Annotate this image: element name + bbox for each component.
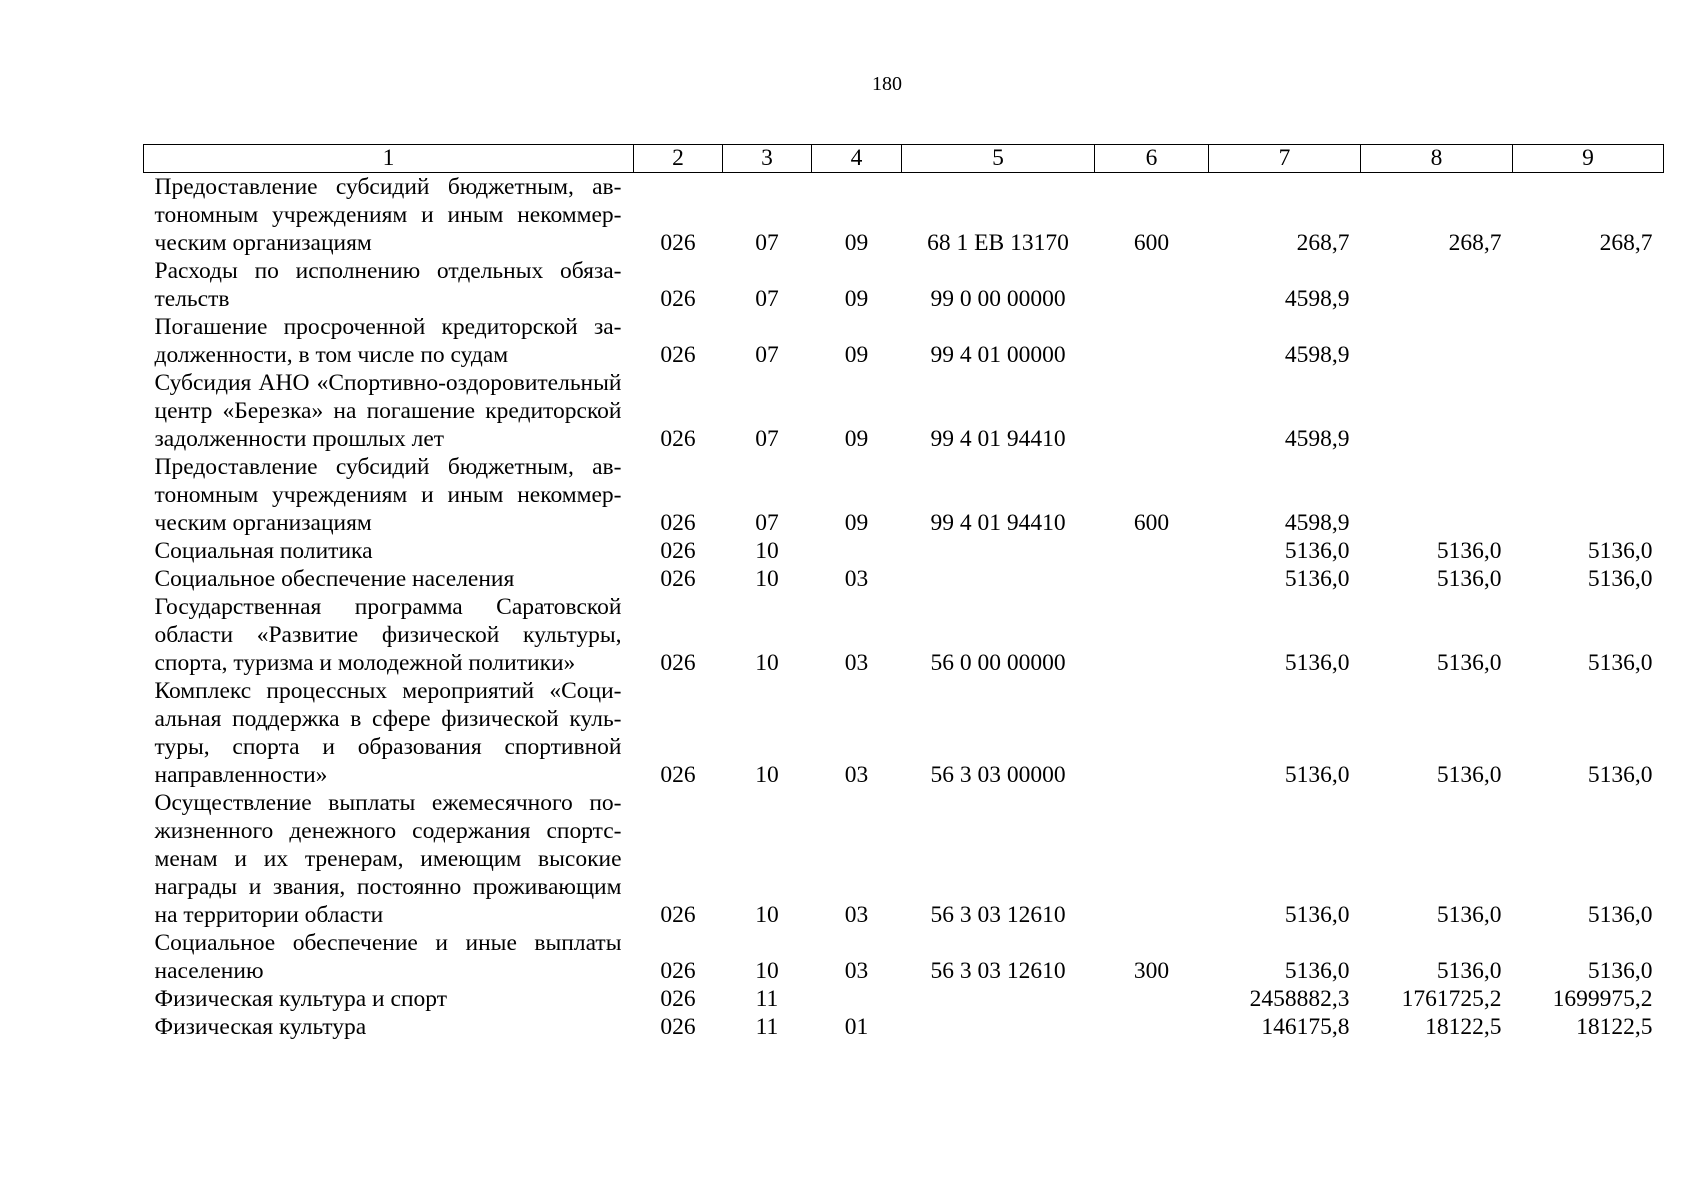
row-code-target [902, 537, 1095, 565]
row-code-admin: 026 [660, 650, 696, 676]
row-code-subsection: 03 [844, 762, 869, 788]
row-code-section: 11 [755, 1014, 779, 1040]
table-row [144, 453, 1664, 537]
row-value-col-8: 268,7 [1448, 230, 1502, 256]
row-code-section: 11 [755, 986, 779, 1012]
row-value-col-9: 5136,0 [1587, 958, 1653, 984]
row-name: Комплекс процессных мероприятий «Социальная поддержка в сфере физической культуры, спорта и образования спортивной направленности» [154, 678, 622, 788]
table-row [144, 789, 1664, 929]
row-code-section: 07 [755, 286, 779, 312]
row-code-subsection: 03 [844, 650, 869, 676]
row-name: Государственная программа Саратовской области «Развитие физической культуры, спорта, туризма и молодежной политики» [154, 594, 622, 676]
row-value-col-7: 5136,0 [1284, 762, 1350, 788]
row-code-target [902, 1013, 1095, 1041]
row-code-section: 10 [755, 650, 779, 676]
row-value-col-9: 5136,0 [1587, 650, 1653, 676]
row-value-col-9: 5136,0 [1587, 566, 1653, 592]
row-code-admin: 026 [660, 286, 696, 312]
row-value-col-9: 1699975,2 [1552, 986, 1653, 1012]
row-value-col-8: 1761725,2 [1401, 986, 1502, 1012]
header-col-9: 9 [1513, 145, 1664, 173]
row-value-col-7: 4598,9 [1284, 342, 1350, 368]
row-code-section: 07 [755, 510, 779, 536]
row-code-subsection: 09 [844, 510, 869, 536]
row-code-admin: 026 [660, 538, 696, 564]
row-code-target: 99 4 01 00000 [930, 342, 1066, 368]
row-code-admin: 026 [660, 986, 696, 1012]
row-code-section: 10 [755, 566, 779, 592]
row-code-section: 10 [755, 902, 779, 928]
header-col-8: 8 [1361, 145, 1513, 173]
row-code-expense-type: 600 [1133, 230, 1170, 256]
row-code-target: 56 3 03 00000 [930, 762, 1066, 788]
row-code-target: 56 3 03 12610 [930, 958, 1066, 984]
row-code-expense-type: 600 [1133, 510, 1170, 536]
row-name: Физическая культура и спорт [154, 986, 447, 1012]
row-code-target: 99 4 01 94410 [930, 510, 1066, 536]
table-row [144, 593, 1664, 677]
table-row [144, 313, 1664, 369]
row-value-col-9 [1513, 453, 1664, 537]
table-row [144, 985, 1664, 1013]
row-value-col-8: 5136,0 [1436, 650, 1502, 676]
table-row [144, 369, 1664, 453]
row-code-expense-type [1095, 593, 1209, 677]
row-code-admin: 026 [660, 902, 696, 928]
table-row [144, 173, 1664, 258]
row-value-col-7: 4598,9 [1284, 426, 1350, 452]
row-value-col-8 [1361, 369, 1513, 453]
row-code-section: 07 [755, 230, 779, 256]
row-value-col-9 [1513, 257, 1664, 313]
row-name: Осуществление выплаты ежемесячного пожизненного денежного содержания спортсменам и их тренерам, имеющим высокие награды и звания, постоянно проживающим на территории области [154, 790, 622, 928]
row-code-expense-type [1095, 313, 1209, 369]
row-code-subsection: 03 [844, 958, 869, 984]
row-code-subsection: 09 [844, 230, 869, 256]
row-code-expense-type [1095, 257, 1209, 313]
table-row [144, 257, 1664, 313]
row-code-target: 68 1 EB 13170 [927, 230, 1069, 256]
row-value-col-7: 146175,8 [1261, 1014, 1350, 1040]
row-value-col-8 [1361, 453, 1513, 537]
page-number: 180 [872, 73, 902, 95]
row-code-section: 07 [755, 342, 779, 368]
row-name: Социальное обеспечение населения [154, 566, 515, 592]
row-code-subsection: 09 [844, 426, 869, 452]
row-code-subsection [812, 985, 902, 1013]
row-value-col-8 [1361, 257, 1513, 313]
row-code-expense-type [1095, 369, 1209, 453]
header-col-1: 1 [144, 145, 634, 173]
row-value-col-7: 2458882,3 [1249, 986, 1350, 1012]
row-value-col-9: 268,7 [1599, 230, 1653, 256]
row-code-admin: 026 [660, 426, 696, 452]
table-row [144, 929, 1664, 985]
row-name: Социальное обеспечение и иные выплаты населению [154, 930, 622, 984]
row-name: Физическая культура [154, 1014, 367, 1040]
row-code-admin: 026 [660, 342, 696, 368]
header-col-6: 6 [1095, 145, 1209, 173]
row-code-target: 99 4 01 94410 [930, 426, 1066, 452]
header-col-4: 4 [812, 145, 902, 173]
row-value-col-7: 4598,9 [1284, 286, 1350, 312]
row-value-col-7: 4598,9 [1284, 510, 1350, 536]
row-code-subsection: 09 [844, 286, 869, 312]
header-col-7: 7 [1209, 145, 1361, 173]
row-value-col-7: 5136,0 [1284, 538, 1350, 564]
row-code-expense-type [1095, 537, 1209, 565]
row-code-admin: 026 [660, 510, 696, 536]
row-value-col-9: 5136,0 [1587, 902, 1653, 928]
row-value-col-9: 5136,0 [1587, 538, 1653, 564]
row-code-subsection: 03 [844, 902, 869, 928]
table-row [144, 565, 1664, 593]
row-value-col-8: 18122,5 [1425, 1014, 1502, 1040]
row-value-col-9 [1513, 369, 1664, 453]
table-body [144, 173, 1664, 1042]
header-col-3: 3 [723, 145, 812, 173]
row-code-section: 10 [755, 538, 779, 564]
row-code-target: 56 0 00 00000 [930, 650, 1066, 676]
row-value-col-9: 5136,0 [1587, 762, 1653, 788]
row-code-expense-type [1095, 565, 1209, 593]
row-value-col-8: 5136,0 [1436, 566, 1502, 592]
row-name: Погашение просроченной кредиторской задолженности, в том числе по судам [154, 314, 622, 368]
row-code-admin: 026 [660, 566, 696, 592]
row-value-col-8: 5136,0 [1436, 902, 1502, 928]
header-col-5: 5 [902, 145, 1095, 173]
header-row [144, 145, 1664, 173]
row-code-section: 07 [755, 426, 779, 452]
header-col-2: 2 [634, 145, 723, 173]
row-code-target: 56 3 03 12610 [930, 902, 1066, 928]
row-name: Предоставление субсидий бюджетным, автономным учреждениям и иным некоммерческим организациям [154, 454, 622, 536]
row-code-target [902, 985, 1095, 1013]
row-value-col-8 [1361, 313, 1513, 369]
row-name: Субсидия АНО «Спортивно-оздоровительный центр «Березка» на погашение кредиторской задолженности прошлых лет [154, 370, 622, 452]
budget-table [143, 144, 1664, 1041]
row-code-expense-type [1095, 1013, 1209, 1041]
row-value-col-7: 5136,0 [1284, 902, 1350, 928]
row-code-subsection: 03 [844, 566, 869, 592]
row-value-col-9 [1513, 313, 1664, 369]
row-code-expense-type [1095, 789, 1209, 929]
table-row [144, 677, 1664, 789]
row-name: Расходы по исполнению отдельных обязательств [154, 258, 622, 312]
row-value-col-7: 5136,0 [1284, 650, 1350, 676]
row-code-target: 99 0 00 00000 [930, 286, 1066, 312]
table-row [144, 1013, 1664, 1041]
row-code-expense-type [1095, 677, 1209, 789]
row-code-expense-type: 300 [1133, 958, 1170, 984]
row-value-col-7: 5136,0 [1284, 566, 1350, 592]
row-code-target [902, 565, 1095, 593]
row-name: Социальная политика [154, 538, 373, 564]
row-code-subsection: 09 [844, 342, 869, 368]
row-value-col-7: 268,7 [1296, 230, 1350, 256]
row-code-section: 10 [755, 762, 779, 788]
row-value-col-9: 18122,5 [1576, 1014, 1653, 1040]
row-code-subsection [812, 537, 902, 565]
row-value-col-8: 5136,0 [1436, 538, 1502, 564]
table-row [144, 537, 1664, 565]
row-value-col-8: 5136,0 [1436, 762, 1502, 788]
row-code-section: 10 [755, 958, 779, 984]
row-value-col-8: 5136,0 [1436, 958, 1502, 984]
table-header [144, 145, 1664, 173]
row-code-admin: 026 [660, 762, 696, 788]
row-code-admin: 026 [660, 1014, 696, 1040]
row-name: Предоставление субсидий бюджетным, автономным учреждениям и иным некоммерческим организациям [154, 174, 622, 256]
row-code-subsection: 01 [844, 1014, 869, 1040]
row-code-admin: 026 [660, 958, 696, 984]
row-value-col-7: 5136,0 [1284, 958, 1350, 984]
row-code-admin: 026 [660, 230, 696, 256]
row-code-expense-type [1095, 985, 1209, 1013]
